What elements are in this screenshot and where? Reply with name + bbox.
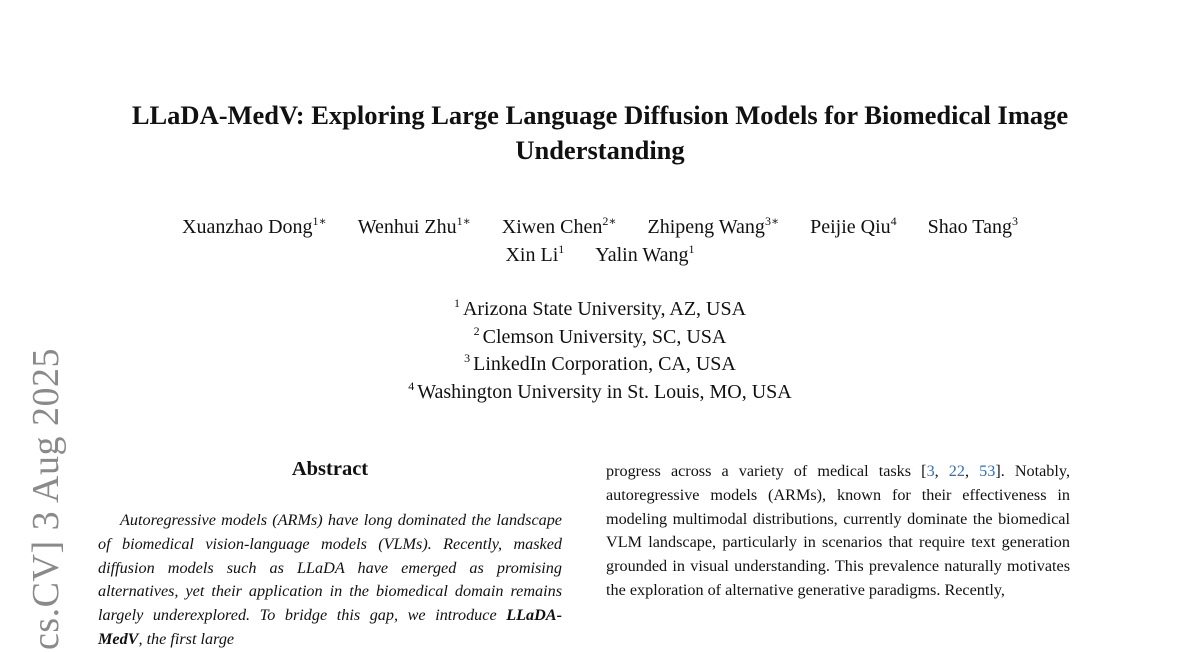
paper-title: LLaDA-MedV: Exploring Large Language Diffusion Models for Biomedical Image Understanding <box>131 100 1069 165</box>
affiliation: $^4$ Washington University in St. Louis, MO, USA <box>408 378 792 403</box>
author: Yalin Wang$^1$ <box>595 242 695 266</box>
citation-link[interactable]: 3 <box>926 462 935 480</box>
citation-link[interactable]: 53 <box>979 462 996 480</box>
arxiv-side-stamp: cs.CV] 3 Aug 2025 <box>25 348 67 650</box>
author: Xiwen Chen$^{2∗}$ <box>501 214 617 238</box>
author-line-1 <box>80 213 1120 241</box>
citation-link[interactable]: 22 <box>948 462 965 480</box>
author: Zhipeng Wang$^{3∗}$ <box>647 214 780 238</box>
affiliation-list <box>80 296 1120 406</box>
author: Peijie Qiu$^4$ <box>810 214 897 238</box>
intro-paragraph: progress across a variety of medical tasks [3, 22, 53]. Notably, autoregressive models (ARMs), known for their effectiveness in modeling multimodal distributions, currently dominate the biomedical VLM landscape, particularly in scenarios that require text generation grounded in visual understanding. This prevalence naturally motivates the exploration of alternative generative paradigms. Recently, <box>606 462 1070 599</box>
affiliation: $^3$ LinkedIn Corporation, CA, USA <box>464 351 736 375</box>
affiliation: $^2$ Clemson University, SC, USA <box>473 323 727 348</box>
model-name: LLaDA-MedV <box>98 606 562 648</box>
author-line-2 <box>80 241 1120 269</box>
author: Shao Tang$^3$ <box>927 214 1018 238</box>
abstract-heading: Abstract <box>291 458 369 480</box>
author-list <box>80 213 1120 269</box>
author: Wenhui Zhu$^{1∗}$ <box>357 214 471 238</box>
author: Xin Li$^1$ <box>505 242 565 266</box>
abstract-text: Autoregressive models (ARMs) have long dominated the landscape of biomedical vision-language models (VLMs). Recently, masked diffusion models such as LLaDA have emerged as promising alternatives, yet their application in the biomedical domain remains largely underexplored. To bridge this gap, we introduce LLaDA-MedV, the first large <box>98 511 562 648</box>
author: Xuanzhao Dong$^{1∗}$ <box>182 214 327 238</box>
affiliation: $^1$ Arizona State University, AZ, USA <box>453 296 747 320</box>
